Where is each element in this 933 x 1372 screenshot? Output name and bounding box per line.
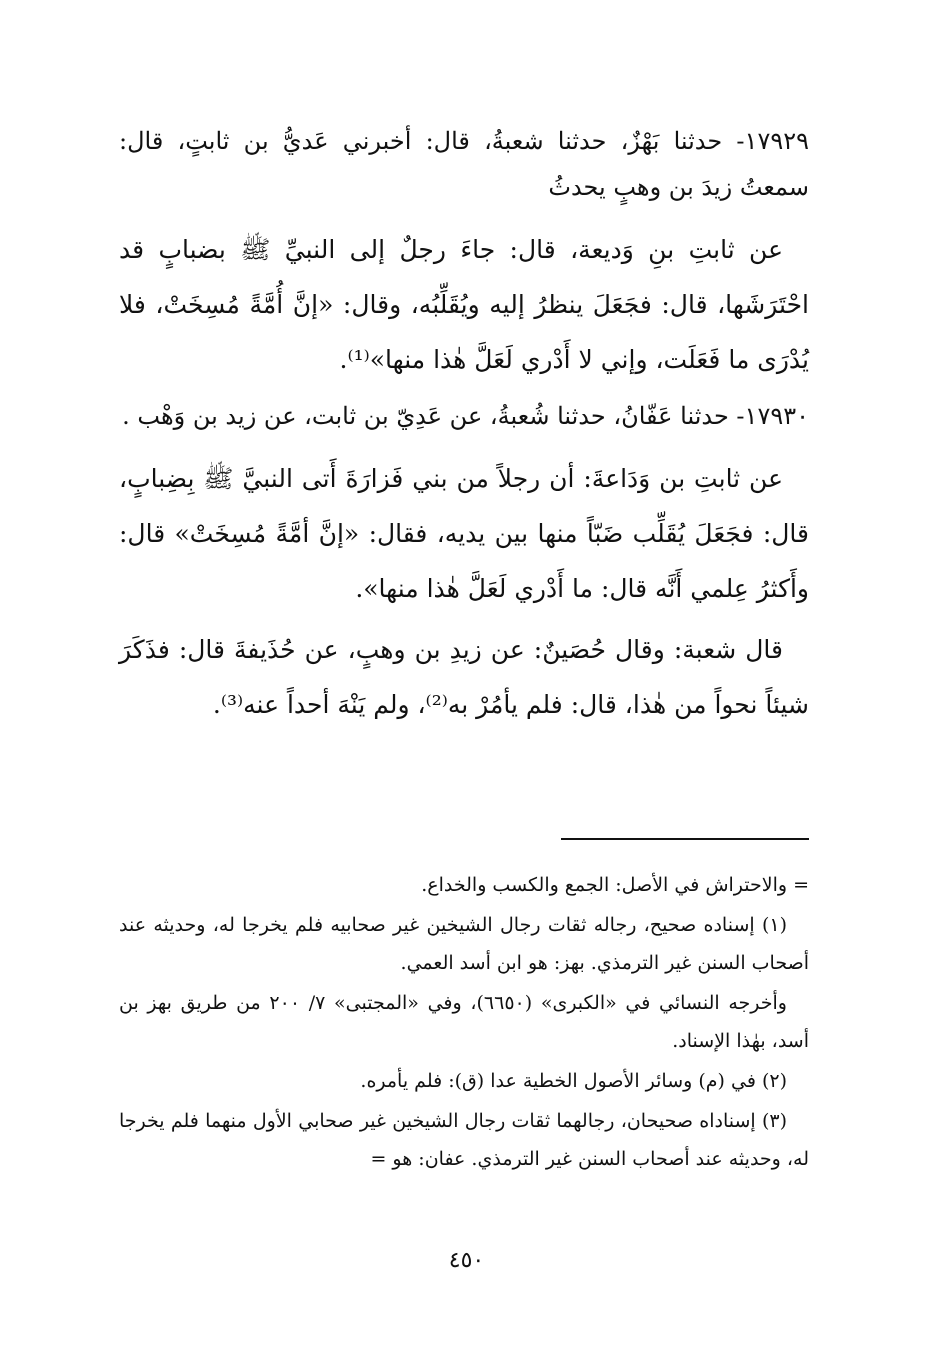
hadith-17930-isnad: ١٧٩٣٠- حدثنا عَفّانُ، حدثنا شُعبةُ، عن عَدِيّ بن ثابت، عن زيد بن وَهْب . [122,402,809,430]
hadith-17930-matn: عن ثابتِ بن وَدَاعةَ: أن رجلاً من بني فَزارَةَ أَتى النبيَّ ﷺ بِضِبابٍ، قال: فجَعَلَ يُقَلِّب ضَبّاً منها بين يديه، فقال: «إنَّ أمَّةً مُسِخَتْ» قال: وأَكثرُ عِلمي أَنَّه قال: ما أَدْري لَعَلَّ هٰذا منها». [119,464,809,603]
footnote-1-extra: وأخرجه النسائي في «الكبرى» (٦٦٥٠)، وفي «المجتبى» ٧/ ٢٠٠ من طريق بهز بن أسد، بهٰذا الإسناد. [119,992,809,1052]
main-text [119,118,809,738]
hadith-17929-matn: عن ثابتِ بنِ وَديعة، قال: جاءَ رجلٌ إلى النبيِّ ﷺ بضبابٍ قد احْتَرَشَها، قال: فجَعَلَ ينظرُ إليه ويُقَلِّبُه، وقال: «إنَّ أُمَّةً مُسِخَتْ، فلا يُدْرَى ما فَعَلَت، وإني لا أَدْري لَعَلَّ هٰذا منها»⁽¹⁾. [119,235,809,374]
page-number: ٤٥٠ [448,1248,485,1273]
footnote-1: (١) إسناده صحيح، رجاله ثقات رجال الشيخين غير صحابيه فلم يخرجا له، وحديثه عند أصحاب السنن غير الترمذي. بهز: هو ابن أسد العمي. [119,914,809,974]
shuba-statement: قال شعبة: وقال حُصَينٌ: عن زيدِ بن وهبٍ، عن حُذَيفةَ قال: فذَكَرَ شيئاً نحواً من هٰذا، قال: فلم يأمُرْ به⁽²⁾، ولم يَنْهَ أحداً عنه⁽³⁾. [119,635,809,719]
footnotes [119,866,809,1180]
footnote-separator [561,838,809,840]
hadith-17929-isnad: ١٧٩٢٩- حدثنا بَهْزٌ، حدثنا شعبةُ، قال: أخبرني عَديُّ بن ثابتٍ، قال: سمعتُ زيدَ بن وهبٍ يحدثُ [119,127,809,201]
footnote-3: (٣) إسناداه صحيحان، رجالهما ثقات رجال الشيخين غير صحابي الأول منهما فلم يخرجا له، وحديثه عند أصحاب السنن غير الترمذي. عفان: هو = [119,1110,809,1170]
footnote-2: (٢) في (م) وسائر الأصول الخطية عدا (ق): فلم يأمره. [360,1070,787,1092]
footnote-continuation: = والاحتراش في الأصل: الجمع والكسب والخداع. [421,874,809,896]
